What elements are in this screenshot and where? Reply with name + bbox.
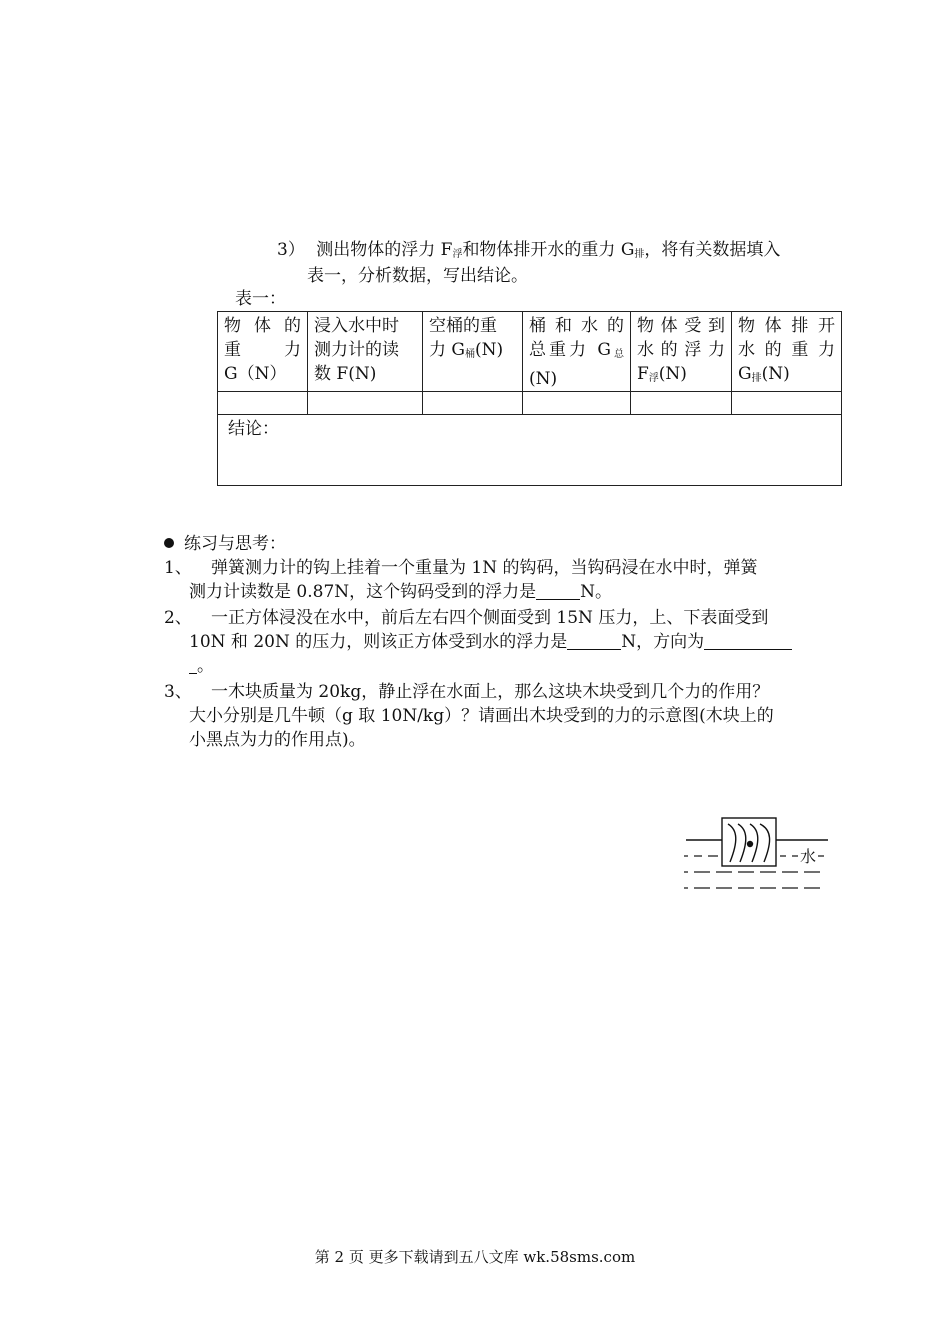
wood-grain: [760, 824, 770, 862]
step-number: 3）: [277, 240, 305, 260]
question-1: 弹簧测力计的钩上挂着一个重量为 1N 的钩码，当钩码浸在水中时，弹簧 测力计读数是 0.87N，这个钩码受到的浮力是 N。: [189, 558, 758, 602]
floating-block-figure: [680, 812, 830, 894]
header-buoyant-force: 物体受到 水的浮力 $F_浮(N)$: [631, 312, 732, 392]
question-3: 一木块质量为 20kg，静止浮在水面上，那么这块木块受到几个力的作用？ 大小分别是几牛顿（g 取 10N/kg）？请画出木块受到的力的示意图(木块上的 小黑点为力的作用点)。: [189, 682, 774, 750]
water-label: 水: [800, 847, 817, 866]
header-row: [218, 312, 842, 392]
data-cell[interactable]: [732, 392, 842, 415]
header-displaced-water: 物体排开 水的重力 $G_排(N)$: [732, 312, 842, 392]
step-text-c: ，将有关数据填入: [644, 240, 781, 260]
step-3-line-2: 表一，分析数据，写出结论。: [307, 266, 528, 286]
wood-grain: [728, 824, 736, 862]
question-3-number: 3、: [164, 682, 192, 702]
answer-blank[interactable]: [189, 657, 197, 674]
step-text-b: 和物体排开水的重力 G: [462, 240, 635, 260]
conclusion-label: 结论：: [228, 419, 279, 439]
conclusion-cell[interactable]: [218, 415, 842, 486]
step-3-line-1: [277, 238, 780, 267]
question-2-number: 2、: [164, 608, 192, 628]
table-caption: 表一：: [235, 289, 286, 309]
header-bucket-and-water: 桶和水的 总重力 $G_总$ (N): [523, 312, 631, 392]
step-text-a: 测出物体的浮力 F: [316, 240, 453, 260]
answer-blank[interactable]: [536, 583, 580, 600]
answer-blank[interactable]: [567, 633, 621, 650]
header-reading-in-water: 浸入水中时 测力计的读 数 F(N): [308, 312, 423, 392]
sub-pai: 排: [634, 249, 645, 260]
sub-float: 浮: [452, 249, 463, 260]
bullet-icon: [164, 538, 174, 548]
header-empty-bucket: 空桶的重 力 $G_桶(N)$: [423, 312, 523, 392]
practice-heading: 练习与思考：: [164, 532, 286, 556]
data-cell[interactable]: [631, 392, 732, 415]
data-cell[interactable]: [523, 392, 631, 415]
question-2: 一正方体浸没在水中，前后左右四个侧面受到 15N 压力，上、下表面受到 10N 和 20N 的压力，则该正方体受到水的浮力是 N，方向为 。: [189, 606, 834, 678]
answer-blank[interactable]: [704, 633, 792, 650]
question-1-number: 1、: [164, 558, 192, 578]
table-row: [218, 392, 842, 415]
data-table: [217, 311, 842, 486]
data-cell[interactable]: [218, 392, 308, 415]
force-application-point: [747, 841, 753, 847]
data-cell[interactable]: [423, 392, 523, 415]
wood-grain: [738, 824, 746, 862]
data-cell[interactable]: [308, 392, 423, 415]
header-object-weight: 物 体 的 重 力 G（N）: [218, 312, 308, 392]
page-footer: 第 2 页 更多下载请到五八文库 wk.58sms.com: [314, 1248, 636, 1266]
conclusion-row: [218, 415, 842, 486]
